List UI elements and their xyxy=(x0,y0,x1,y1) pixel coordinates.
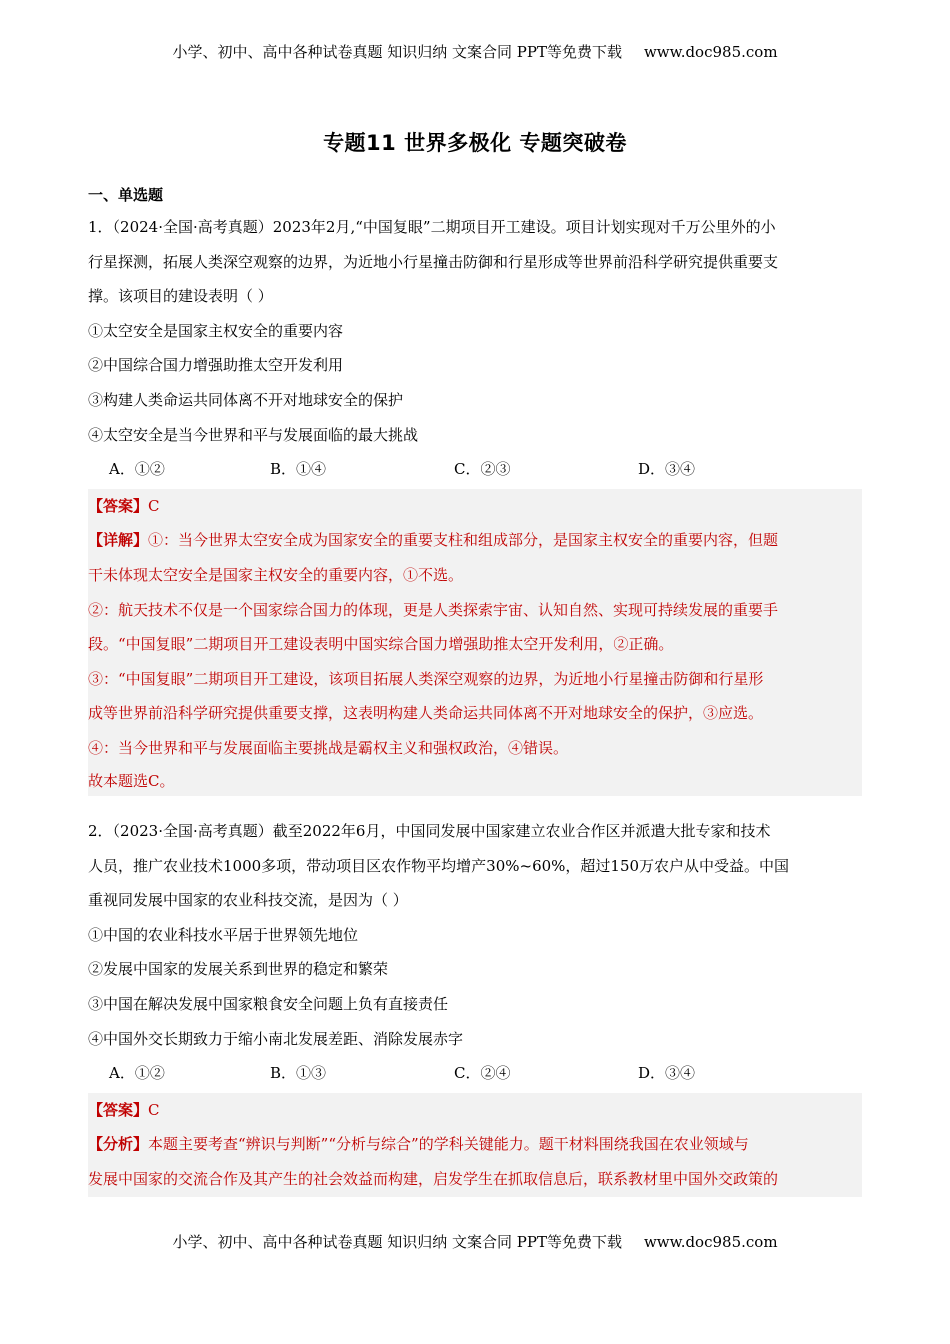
answer-block xyxy=(88,1093,862,1197)
detail-line: 干未体现太空安全是国家主权安全的重要内容，①不选。 xyxy=(88,565,464,584)
answer-tag: 【答案】 xyxy=(88,496,149,515)
detail-line: 【详解】①：当今世界太空安全成为国家安全的重要支柱和组成部分，是国家主权安全的重要内容，但题 xyxy=(88,531,779,550)
question-stem-line: 2．（2023·全国·高考真题）截至2022年6月，中国同发展中国家建立农业合作区并派遣大批专家和技术 xyxy=(88,822,771,840)
choice-b: B．①③ xyxy=(270,1064,327,1083)
answer-line xyxy=(88,489,862,524)
question-stem-line: 撑。该项目的建设表明（ ） xyxy=(88,287,273,306)
detail-line: ③：“中国复眼”二期项目开工建设，该项目拓展人类深空观察的边界，为近地小行星撞击防御和行星形 xyxy=(88,669,764,688)
header-text: 小学、初中、高中各种试卷真题 知识归纳 文案合同 PPT等免费下载 xyxy=(172,43,622,61)
option-statement: ②发展中国家的发展关系到世界的稳定和繁荣 xyxy=(88,960,389,979)
answer-block xyxy=(88,489,862,796)
choice-a: A．①② xyxy=(109,460,165,479)
option-statement: ①太空安全是国家主权安全的重要内容 xyxy=(88,321,344,340)
answer-tag: 【答案】 xyxy=(88,1100,149,1119)
option-statement: ④太空安全是当今世界和平与发展面临的最大挑战 xyxy=(88,425,419,444)
option-statement: ④中国外交长期致力于缩小南北发展差距、消除发展赤字 xyxy=(88,1029,464,1048)
option-statement: ③中国在解决发展中国家粮食安全问题上负有直接责任 xyxy=(88,994,449,1013)
answer-choices xyxy=(88,1056,862,1091)
detail-line: 故本题选C。 xyxy=(88,771,175,790)
question-2 xyxy=(88,814,862,1197)
detail-line: ④：当今世界和平与发展面临主要挑战是霸权主义和强权政治，④错误。 xyxy=(88,738,569,757)
detail-line: 段。“中国复眼”二期项目开工建设表明中国实综合国力增强助推太空开发利用，②正确。 xyxy=(88,635,674,654)
section-heading: 一、单选题 xyxy=(88,186,164,204)
choice-d: D．③④ xyxy=(638,460,696,479)
choice-c: C．②③ xyxy=(454,460,511,479)
option-statement: ③构建人类命运共同体离不开对地球安全的保护 xyxy=(88,390,404,409)
question-stem-line: 重视同发展中国家的农业科技交流，是因为（ ） xyxy=(88,891,408,910)
option-statement: ①中国的农业科技水平居于世界领先地位 xyxy=(88,925,359,944)
page-footer xyxy=(0,1231,950,1252)
choice-d: D．③④ xyxy=(638,1064,696,1083)
detail-line: 成等世界前沿科学研究提供重要支撑，这表明构建人类命运共同体离不开对地球安全的保护，③应选。 xyxy=(88,704,764,723)
header-site-link[interactable]: www.doc985.com xyxy=(643,43,778,61)
detail-tag: 【详解】 xyxy=(88,531,149,550)
page-title: 专题11 世界多极化 专题突破卷 xyxy=(323,131,627,155)
answer-line xyxy=(88,1093,862,1128)
detail-line: ②：航天技术不仅是一个国家综合国力的体现，更是人类探索宇宙、认知自然、实现可持续发展的重要手 xyxy=(88,600,779,619)
analysis-line: 发展中国家的交流合作及其产生的社会效益而构建，启发学生在抓取信息后，联系教材里中国外交政策的 xyxy=(88,1169,779,1188)
option-statement: ②中国综合国力增强助推太空开发利用 xyxy=(88,356,344,375)
answer-value: C xyxy=(148,496,160,515)
answer-value: C xyxy=(148,1100,160,1119)
page-header xyxy=(0,41,950,62)
answer-choices xyxy=(88,452,862,487)
analysis-line: 【分析】本题主要考查“辨识与判断”“分析与综合”的学科关键能力。题干材料围绕我国在农业领域与 xyxy=(88,1135,749,1154)
question-1 xyxy=(88,210,862,796)
question-stem-line: 1．（2024·全国·高考真题）2023年2月,“中国复眼”二期项目开工建设。项目计划实现对千万公里外的小 xyxy=(88,218,776,236)
choice-a: A．①② xyxy=(109,1064,165,1083)
choice-c: C．②④ xyxy=(454,1064,511,1083)
question-stem-line: 行星探测，拓展人类深空观察的边界，为近地小行星撞击防御和行星形成等世界前沿科学研究提供重要支 xyxy=(88,252,779,271)
choice-b: B．①④ xyxy=(270,460,327,479)
footer-site-link[interactable]: www.doc985.com xyxy=(643,1233,778,1251)
question-stem-line: 人员，推广农业技术1000多项，带动项目区农作物平均增产30%~60%，超过150万农户从中受益。中国 xyxy=(88,856,790,875)
footer-text: 小学、初中、高中各种试卷真题 知识归纳 文案合同 PPT等免费下载 xyxy=(172,1233,622,1251)
analysis-tag: 【分析】 xyxy=(88,1135,149,1154)
